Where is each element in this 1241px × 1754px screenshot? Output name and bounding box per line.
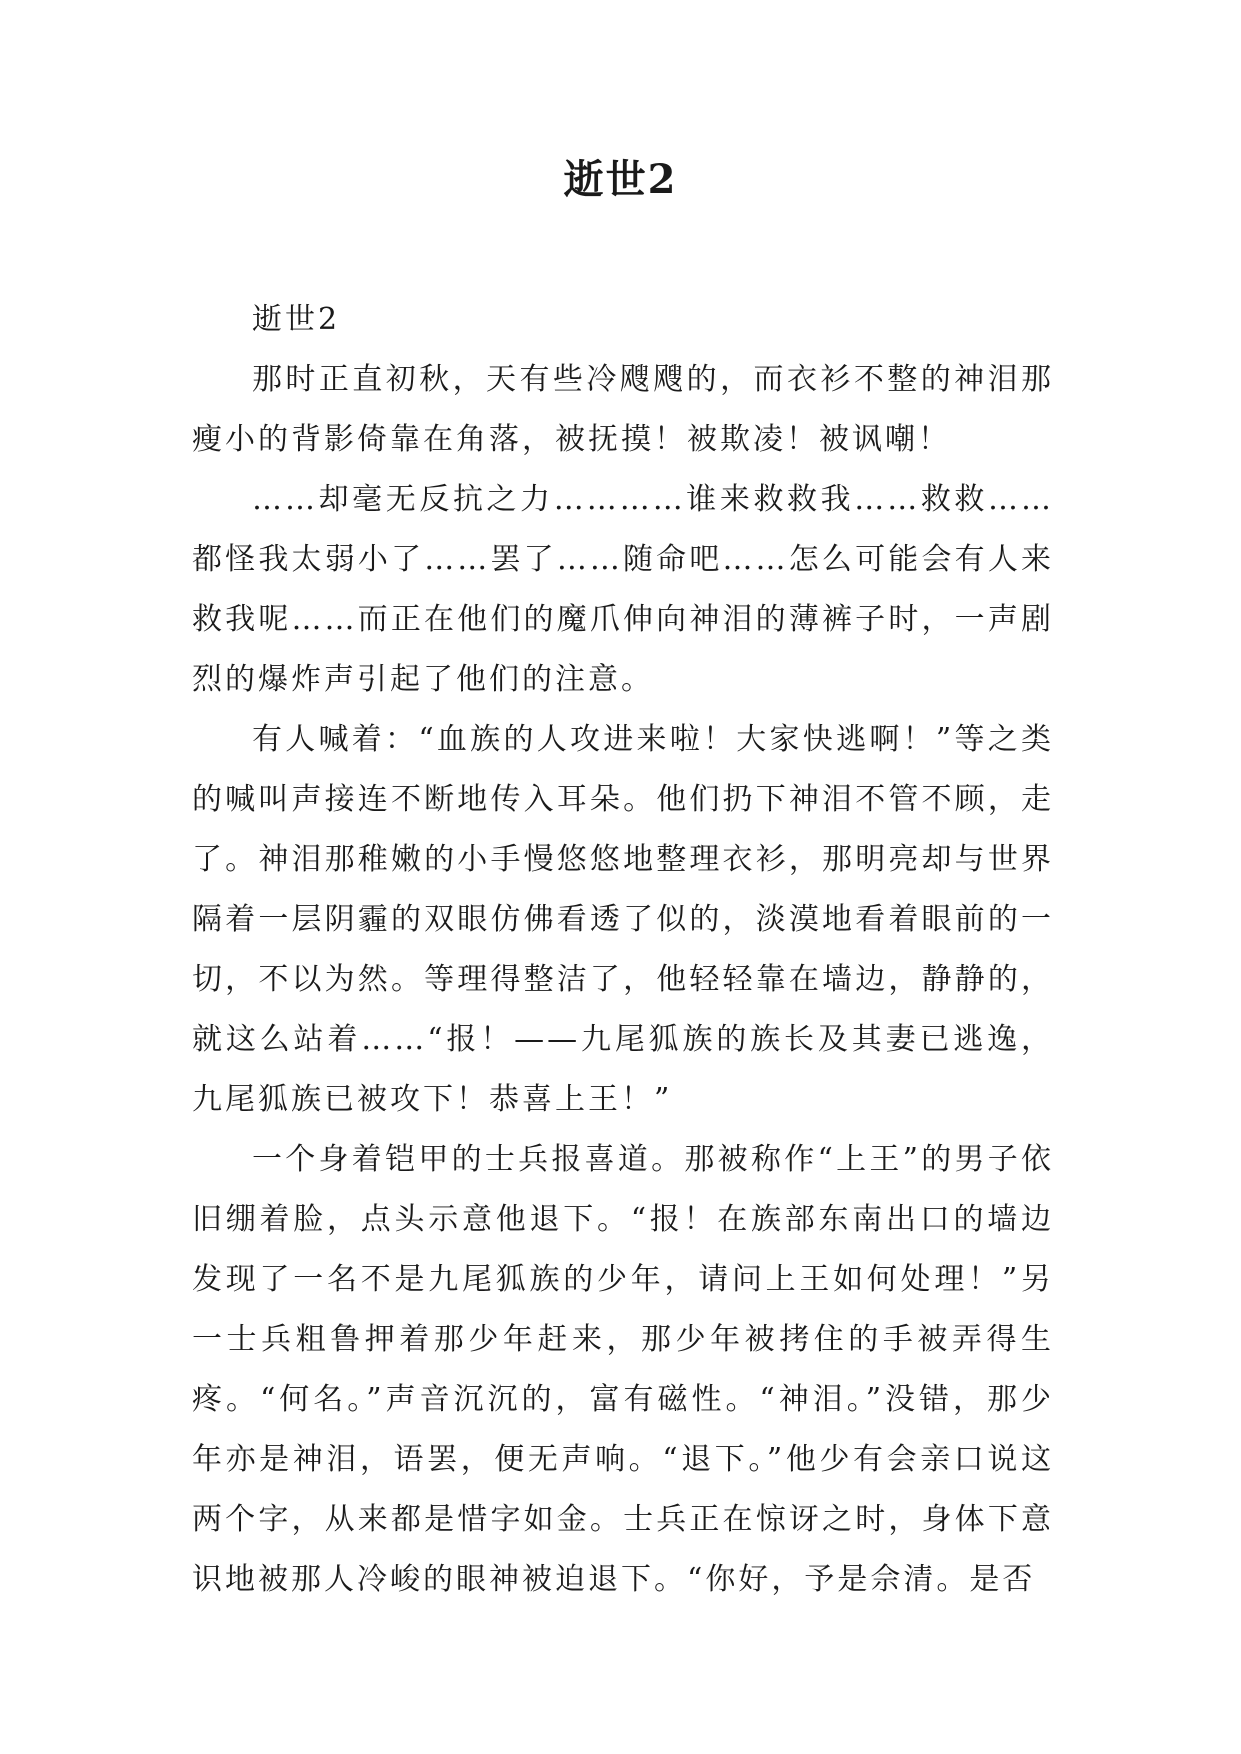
- document-title: 逝世2: [563, 156, 678, 203]
- paragraph: 那时正直初秋，天有些冷飕飕的，而衣衫不整的神泪那瘦小的背影倚靠在角落，被抚摸！被欺凌！被讽嘲！: [192, 362, 1054, 457]
- paragraph: 逝世2: [252, 302, 341, 337]
- paragraph: ……却毫无反抗之力…………谁来救救我……救救……都怪我太弱小了……罢了……随命吧……怎么可能会有人来救我呢……而正在他们的魔爪伸向神泪的薄裤子时，一声剧烈的爆炸声引起了他们的注意。: [192, 482, 1054, 697]
- paragraph: 一个身着铠甲的士兵报喜道。那被称作“上王”的男子依旧绷着脸，点头示意他退下。“报！在族部东南出口的墙边发现了一名不是九尾狐族的少年，请问上王如何处理！”另一士兵粗鲁押着那少年赶来，那少年被拷住的手被弄得生疼。“何名。”声音沉沉的，富有磁性。“神泪。”没错，那少年亦是神泪，语罢，便无声响。“退下。”他少有会亲口说这两个字，从来都是惜字如金。士兵正在惊讶之时，身体下意识地被那人冷峻的眼神被迫退下。“你好，予是佘清。是否: [192, 1142, 1054, 1597]
- document-body: [192, 290, 1054, 1610]
- paragraph: 有人喊着：“血族的人攻进来啦！大家快逃啊！”等之类的喊叫声接连不断地传入耳朵。他们扔下神泪不管不顾，走了。神泪那稚嫩的小手慢悠悠地整理衣衫，那明亮却与世界隔着一层阴霾的双眼仿佛看透了似的，淡漠地看着眼前的一切，不以为然。等理得整洁了，他轻轻靠在墙边，静静的，就这么站着……“报！——九尾狐族的族长及其妻已逃逸，九尾狐族已被攻下！恭喜上王！”: [192, 722, 1054, 1117]
